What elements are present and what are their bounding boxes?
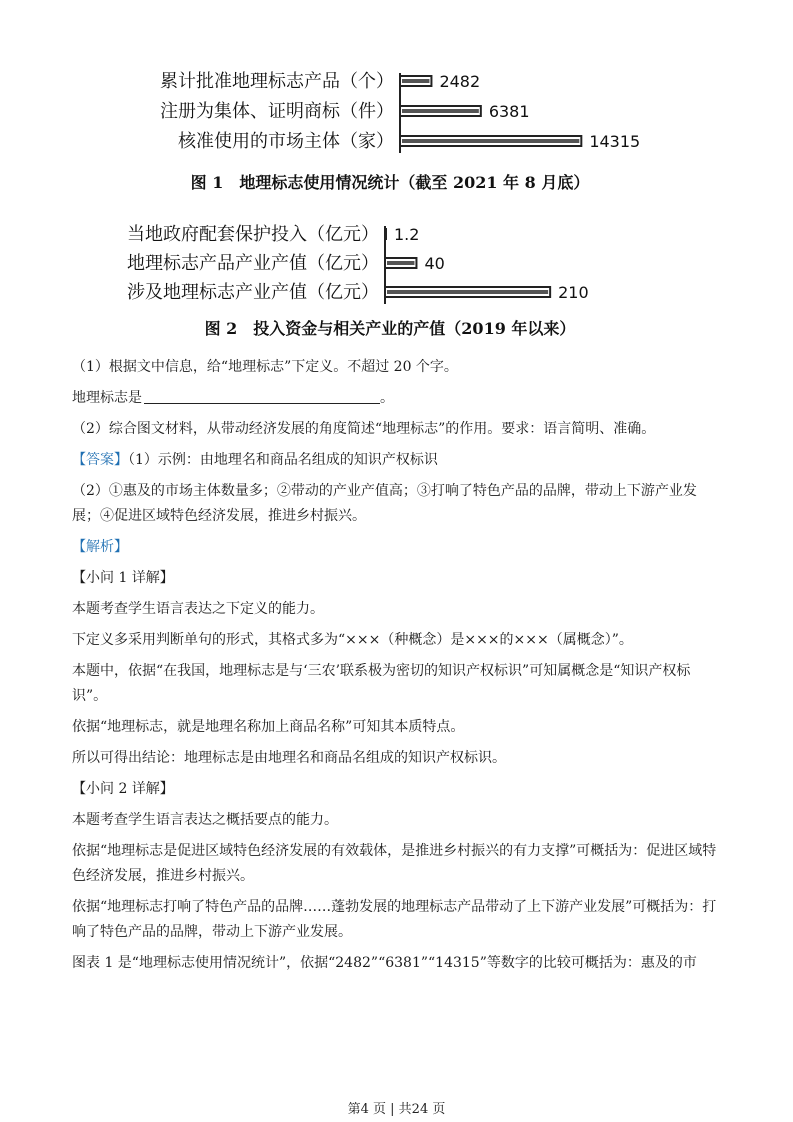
chart-value-label: 2482 (439, 72, 481, 91)
answer-1-line (72, 448, 722, 473)
chart-value-label: 40 (424, 254, 445, 273)
chart-value-label: 1.2 (394, 225, 420, 244)
chart-category-label: 涉及地理标志产业产值（亿元） (127, 282, 379, 303)
question-2: （2）综合图文材料，从带动经济发展的角度简述“地理标志”的作用。要求：语言简明、准确。 (72, 421, 656, 437)
chart-bar-fill (402, 109, 479, 113)
blank-prefix: 地理标志是 (72, 390, 142, 406)
chart-value-label: 14315 (589, 132, 641, 151)
chart-category-label: 地理标志产品产业产值（亿元） (127, 253, 379, 274)
figure-1-chart (100, 46, 680, 166)
question-1: （1）根据文中信息，给“地理标志”下定义。不超过 20 个字。 (72, 359, 458, 375)
figure-1-caption: 图 1 地理标志使用情况统计（截至 2021 年 8 月底） (190, 173, 590, 192)
figures-area (100, 46, 680, 346)
s2-paragraph-4: 图表 1 是“地理标志使用情况统计”，依据“2482”“6381”“14315”等数字的比较可概括为：惠及的市 (72, 955, 697, 971)
s2-paragraph-1: 本题考查学生语言表达之概括要点的能力。 (72, 812, 338, 828)
sub-question-1-tag: 【小问 1 详解】 (72, 570, 174, 586)
chart-bar-fill (402, 79, 429, 83)
chart-bar (385, 229, 386, 239)
chart-value-label: 210 (558, 283, 589, 302)
answer-1: （1）示例：由地理名和商品名组成的知识产权标识 (128, 452, 438, 468)
s1-paragraph-1: 本题考查学生语言表达之下定义的能力。 (72, 601, 324, 617)
s1-paragraph-3: 本题中，依据“在我国，地理标志是与‘三农’联系极为密切的知识产权标识”可知属概念是“知识产权标识”。 (72, 663, 691, 704)
question-1-blank-line (72, 386, 722, 411)
page-footer: 第4 页 | 共24 页 (347, 1102, 446, 1117)
figure-2-chart (100, 206, 680, 316)
answer-blank (144, 389, 380, 404)
chart-bar-fill (387, 290, 548, 294)
s1-paragraph-2: 下定义多采用判断单句的形式，其格式多为“×××（种概念）是×××的×××（属概念）”。 (72, 632, 633, 648)
analysis-tag: 【解析】 (72, 539, 128, 555)
chart-category-label: 累计批准地理标志产品（个） (160, 71, 394, 92)
sub-question-2-tag: 【小问 2 详解】 (72, 781, 174, 797)
chart-bar-fill (387, 261, 414, 265)
chart-category-label: 当地政府配套保护投入（亿元） (127, 224, 379, 245)
blank-suffix: 。 (380, 390, 394, 406)
s2-paragraph-2: 依据“地理标志是促进区域特色经济发展的有效载体，是推进乡村振兴的有力支撑”可概括为：促进区域特色经济发展，推进乡村振兴。 (72, 843, 717, 884)
s2-paragraph-3: 依据“地理标志打响了特色产品的品牌……蓬勃发展的地理标志产品带动了上下游产业发展”可概括为：打响了特色产品的品牌，带动上下游产业发展。 (72, 899, 717, 940)
s1-paragraph-4: 依据“地理标志，就是地理名称加上商品名称”可知其本质特点。 (72, 719, 465, 735)
chart-bar-fill (402, 139, 579, 143)
answer-2: （2）①惠及的市场主体数量多；②带动的产业产值高；③打响了特色产品的品牌，带动上下游产业发展；④促进区域特色经济发展，推进乡村振兴。 (72, 483, 697, 524)
document-body (72, 355, 722, 982)
s1-paragraph-5: 所以可得出结论：地理标志是由地理名和商品名组成的知识产权标识。 (72, 750, 506, 766)
chart-value-label: 6381 (488, 102, 530, 121)
figure-2-caption: 图 2 投入资金与相关产业的产值（2019 年以来） (204, 319, 576, 338)
chart-category-label: 核准使用的市场主体（家） (178, 131, 394, 152)
chart-category-label: 注册为集体、证明商标（件） (160, 101, 394, 122)
answer-tag: 【答案】 (72, 452, 128, 468)
